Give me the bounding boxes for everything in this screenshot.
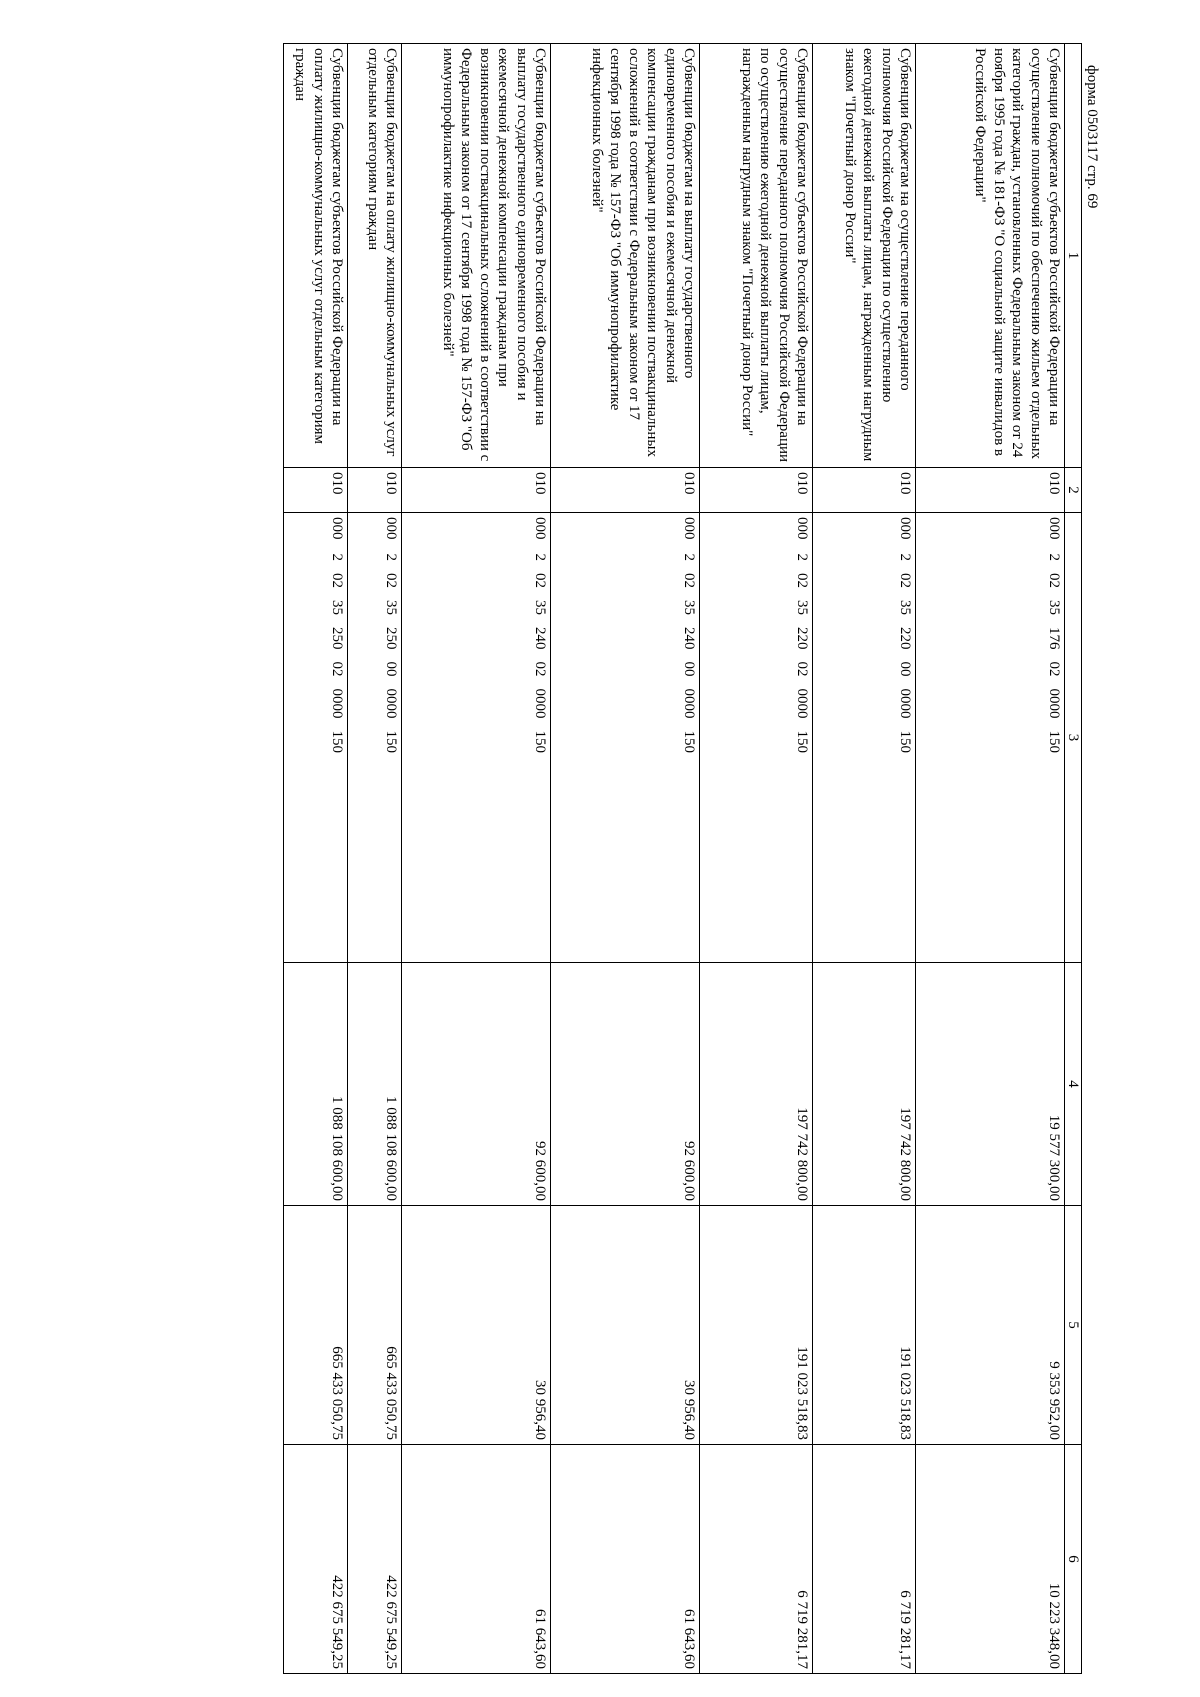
income-code-part: 02 [383,573,399,588]
income-code-cell [284,513,348,963]
income-code-part: 220 [897,627,913,650]
income-code-part: 2 [329,553,345,561]
income-code [896,517,914,958]
income-code-part: 150 [897,730,913,753]
income-code-part: 35 [383,600,399,615]
income-code-part: 0000 [681,688,697,719]
income-code-part: 250 [383,627,399,650]
income-code-part: 220 [794,627,810,650]
approved-cell: 19 577 300,00 [916,963,1065,1206]
line-code-cell: 010 [700,468,813,513]
line-code-cell: 010 [284,468,348,513]
income-code-part: 35 [329,600,345,615]
income-code-part: 0000 [897,688,913,719]
income-code-part: 000 [329,517,345,540]
income-code-part: 0000 [329,688,345,719]
income-code-part: 000 [794,517,810,540]
income-code-part: 150 [532,730,548,753]
approved-cell: 1 088 108 600,00 [284,963,348,1206]
column-number-row [1065,44,1082,1674]
income-code-part: 02 [897,573,913,588]
table-row [700,44,813,1674]
table-row [916,44,1065,1674]
unexecuted-cell: 61 643,60 [402,1445,551,1674]
income-code-cell [402,513,551,963]
row-name-cell: Субвенции бюджетам на выплату государственного единовременного пособия и ежемесячной денежной компенсации гражданам при возникновении поствакцинальных осложнений в соответствии с Федеральным законом от 17 сентября 1998 года № 157-ФЗ "Об иммунопрофилактике инфекционных болезней" [551,44,700,468]
income-code [680,517,698,958]
income-code-part: 176 [1046,627,1062,650]
income-code-part: 000 [1046,517,1062,540]
unexecuted-cell: 6 719 281,17 [813,1445,916,1674]
executed-cell: 30 956,40 [402,1206,551,1445]
income-code-part: 2 [794,553,810,561]
income-code-cell [700,513,813,963]
income-code-part: 2 [681,553,697,561]
unexecuted-cell: 61 643,60 [551,1445,700,1674]
table-row [813,44,916,1674]
income-code-part: 35 [532,600,548,615]
income-code-part: 000 [532,517,548,540]
income-code-part: 0000 [383,688,399,719]
executed-cell: 191 023 518,83 [813,1206,916,1445]
income-code [531,517,549,958]
table-row [348,44,402,1674]
income-code-part: 000 [897,517,913,540]
line-code-cell: 010 [348,468,402,513]
income-code-part: 00 [897,661,913,677]
income-code-part: 02 [1046,661,1062,677]
income-code-part: 00 [681,661,697,677]
income-code-part: 2 [1046,553,1062,561]
column-number: 2 [1065,468,1082,513]
income-code-part: 2 [383,553,399,561]
unexecuted-cell: 6 719 281,17 [700,1445,813,1674]
income-code-part: 250 [329,627,345,650]
report-page [283,43,1082,1673]
income-table-body [284,44,1082,1674]
income-code-part: 35 [681,600,697,615]
income-code-part: 150 [1046,730,1062,753]
form-label: форма 0503117 стр. 69 [1084,65,1100,209]
executed-cell: 665 433 050,75 [284,1206,348,1445]
income-code [328,517,346,958]
unexecuted-cell: 10 223 348,00 [916,1445,1065,1674]
income-code-part: 000 [681,517,697,540]
executed-cell: 30 956,40 [551,1206,700,1445]
line-code-cell: 010 [916,468,1065,513]
income-code-part: 35 [897,600,913,615]
table-row [551,44,700,1674]
income-code-part: 0000 [794,688,810,719]
income-code-part: 02 [794,661,810,677]
income-code-part: 2 [897,553,913,561]
column-number: 6 [1065,1445,1082,1674]
executed-cell: 9 353 952,00 [916,1206,1065,1445]
income-code-part: 240 [681,627,697,650]
income-code-part: 00 [383,661,399,677]
income-code [793,517,811,958]
income-code-part: 150 [681,730,697,753]
approved-cell: 92 600,00 [551,963,700,1206]
row-name-cell: Субвенции бюджетам на осуществление переданного полномочия Российской Федерации по осуществлению ежегодной денежной выплаты лицам, награжденным нагрудным знаком "Почетный донор России" [813,44,916,468]
income-code-part: 02 [532,661,548,677]
approved-cell: 197 742 800,00 [700,963,813,1206]
income-code-cell [551,513,700,963]
income-code-part: 150 [383,730,399,753]
executed-cell: 191 023 518,83 [700,1206,813,1445]
income-code-cell [348,513,402,963]
income-code-part: 000 [383,517,399,540]
income-code-part: 35 [1046,600,1062,615]
income-code-part: 0000 [532,688,548,719]
income-code-part: 02 [794,573,810,588]
column-number: 5 [1065,1206,1082,1445]
income-code [1045,517,1063,958]
approved-cell: 197 742 800,00 [813,963,916,1206]
income-code-part: 240 [532,627,548,650]
income-code-cell [916,513,1065,963]
income-code-part: 02 [1046,573,1062,588]
table-row [284,44,348,1674]
column-number: 3 [1065,513,1082,963]
column-number: 4 [1065,963,1082,1206]
line-code-cell: 010 [402,468,551,513]
row-name-cell: Субвенции бюджетам субъектов Российской Федерации на осуществление переданного полномочия Российской Федерации по осуществлению ежегодной денежной выплаты лицам, награжденным нагрудным знаком "Почетный донор России" [700,44,813,468]
approved-cell: 1 088 108 600,00 [348,963,402,1206]
income-code-part: 02 [532,573,548,588]
income-table [283,43,1082,1674]
column-number: 1 [1065,44,1082,468]
income-code-part: 150 [329,730,345,753]
row-name-cell: Субвенции бюджетам субъектов Российской Федерации на оплату жилищно-коммунальных услуг отдельным категориям граждан [284,44,348,468]
unexecuted-cell: 422 675 549,25 [348,1445,402,1674]
income-code-part: 150 [794,730,810,753]
income-code-part: 02 [329,661,345,677]
income-code-part: 0000 [1046,688,1062,719]
income-code-part: 02 [681,573,697,588]
line-code-cell: 010 [813,468,916,513]
income-code-part: 35 [794,600,810,615]
income-code [382,517,400,958]
approved-cell: 92 600,00 [402,963,551,1206]
income-code-cell [813,513,916,963]
executed-cell: 665 433 050,75 [348,1206,402,1445]
row-name-cell: Субвенции бюджетам субъектов Российской Федерации на выплату государственного единовременного пособия и ежемесячной денежной компенсации гражданам при возникновении поствакцинальных осложнений в соответствии с Федеральным законом от 17 сентября 1998 года № 157-ФЗ "Об иммунопрофилактике инфекционных болезней" [402,44,551,468]
line-code-cell: 010 [551,468,700,513]
row-name-cell: Субвенции бюджетам на оплату жилищно-коммунальных услуг отдельным категориям граждан [348,44,402,468]
row-name-cell: Субвенции бюджетам субъектов Российской Федерации на осуществление полномочий по обеспечению жильем отдельных категорий граждан, установленных Федеральным законом от 24 ноября 1995 года № 181-ФЗ "О социальной защите инвалидов в Российской Федерации" [916,44,1065,468]
unexecuted-cell: 422 675 549,25 [284,1445,348,1674]
income-code-part: 02 [329,573,345,588]
income-code-part: 2 [532,553,548,561]
table-row [402,44,551,1674]
